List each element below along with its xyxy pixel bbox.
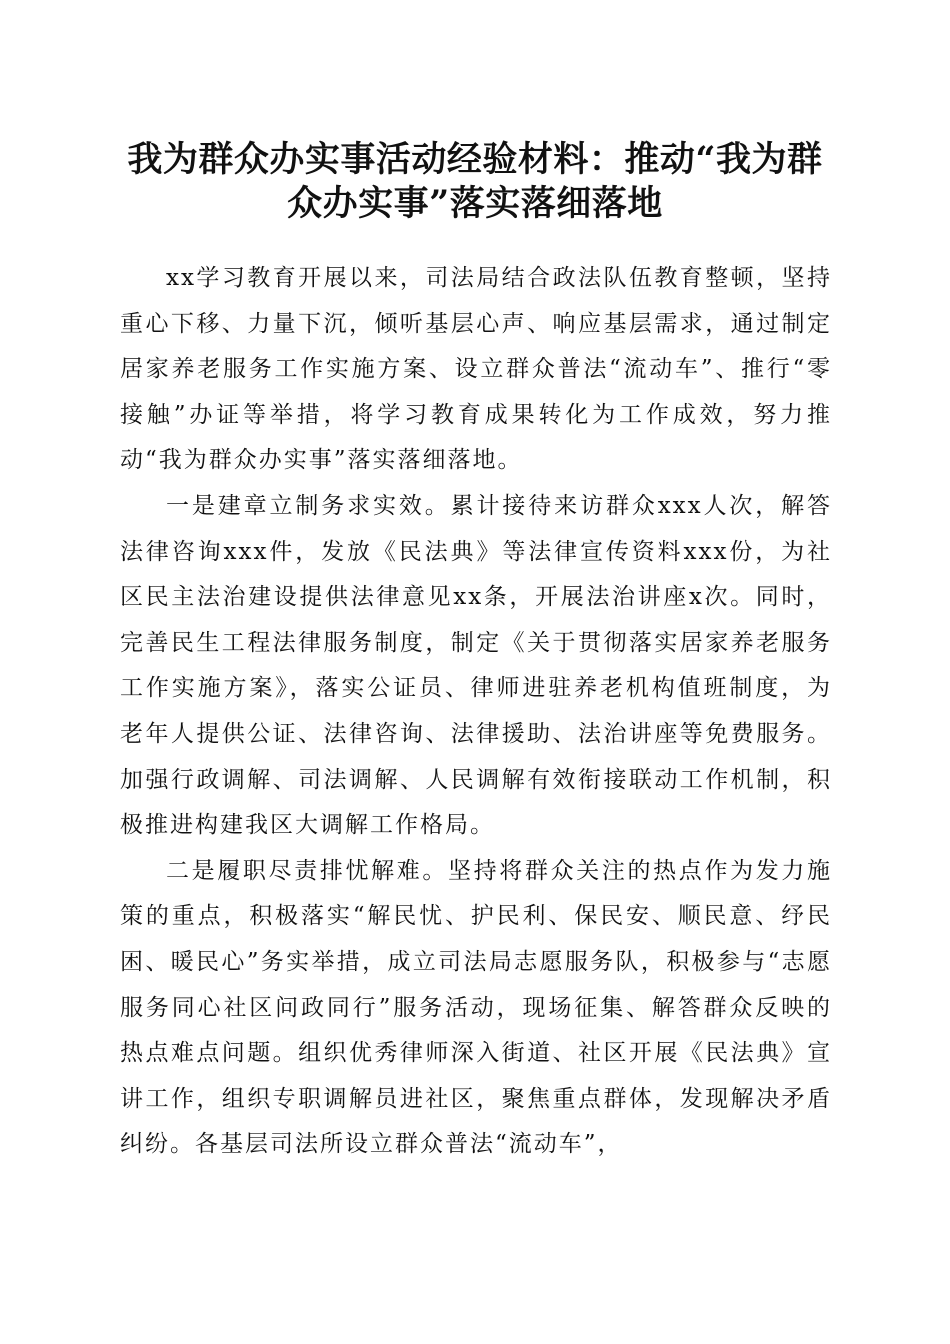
title-line-2: 众办实事”落实落细落地 [287, 183, 663, 224]
section-heading-1: 一是建章立制务求实效。 [166, 492, 451, 519]
document-body [120, 256, 832, 1168]
section-heading-2: 二是履职尽责排忧解难。 [166, 857, 449, 884]
paragraph-text: 坚持将群众关注的热点作为发力施策的重点，积极落实“解民忧、护民利、保民安、顺民意、纾民困、暖民心”务实举措，成立司法局志愿服务队，积极参与“志愿服务同心社区问政同行”服务活动，现场征集、解答群众反映的热点难点问题。组织优秀律师深入街道、社区开展《民法典》宣讲工作，组织专职调解员进社区，聚焦重点群体，发现解决矛盾纠纷。各基层司法所设立群众普法“流动车”， [120, 857, 833, 1158]
paragraph-text: xx学习教育开展以来，司法局结合政法队伍教育整顿，坚持重心下移、力量下沉，倾听基层心声、响应基层需求，通过制定居家养老服务工作实施方案、设立群众普法“流动车”、推行“零接触”办证等举措，将学习教育成果转化为工作成效，努力推动“我为群众办实事”落实落细落地。 [120, 265, 832, 474]
paragraph-intro [120, 256, 832, 484]
paragraph-section-2 [120, 849, 832, 1168]
paragraph-text: 累计接待来访群众xxx人次，解答法律咨询xxx件，发放《民法典》等法律宣传资料xxx份，为社区民主法治建设提供法律意见xx条，开展法治讲座x次。同时，完善民生工程法律服务制度，制定《关于贯彻落实居家养老服务工作实施方案》，落实公证员、律师进驻养老机构值班制度，为老年人提供公证、法律咨询、法律援助、法治讲座等免费服务。加强行政调解、司法调解、人民调解有效衔接联动工作机制，积极推进构建我区大调解工作格局。 [120, 492, 833, 839]
document-title [110, 138, 840, 226]
title-line-1: 我为群众办实事活动经验材料：推动“我为群 [127, 139, 823, 180]
paragraph-section-1 [120, 484, 832, 849]
